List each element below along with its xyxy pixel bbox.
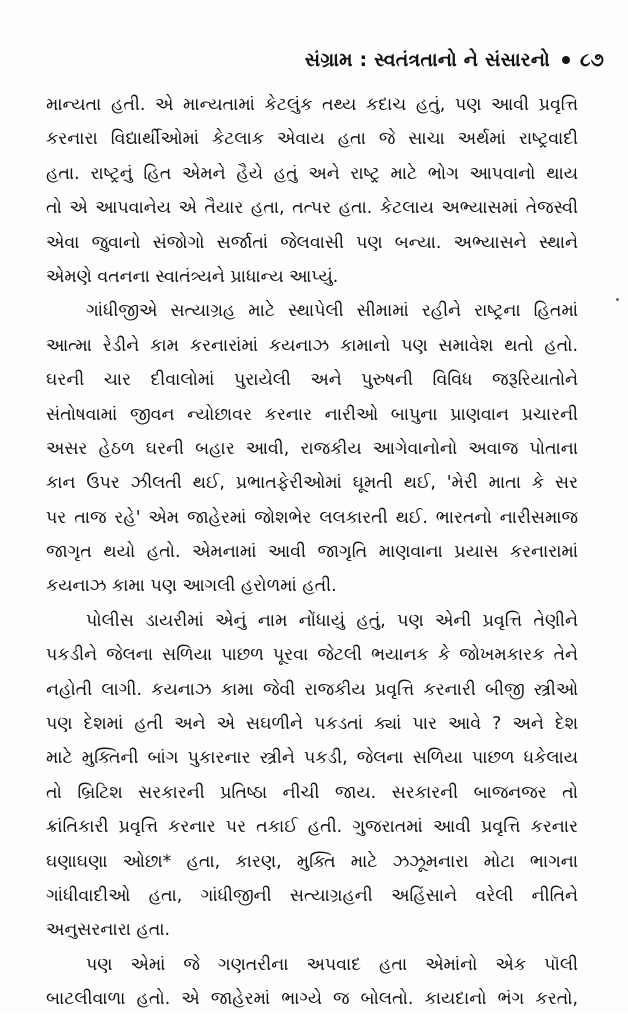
text-line: હતા. રાષ્ટ્રનું હિત એમને હૈયે હતું અને રાષ્ટ્ર માટે ભોગ આપવાનો થાય [46,163,578,184]
text-line: કયનાઝ કામા પણ આગલી હરોળમાં હતી. [46,576,337,597]
text-line: માન્યતા હતી. એ માન્યતામાં કેટલુંક તથ્ય કદાચ હતું, પણ આવી પ્રવૃત્તિ [46,95,578,115]
text-line: જાગૃત થયો હતો. એમનામાં આવી જાગૃતિ માણવાના પ્રયાસ કરનારામાં [46,542,578,563]
text-line: ગાંધીવાદીઓ હતા, ગાંધીજીની સત્યાગ્રહની અહિંસાને વરેલી નીતિને [46,885,578,906]
text-line: ગાંધીજીએ સત્યાગ્રહ માટે સ્થાપેલી સીમામાં રહીને રાષ્ટ્રના હિતમાં [86,301,578,322]
text-line: અસર હેઠળ ઘરની બહાર આવી, રાજકીય આગેવાનોનો અવાજ પોતાના [46,438,578,459]
text-line: નહોતી લાગી. કયનાઝ કામા જેવી રાજકીય પ્રવૃત્તિ કરનારી બીજી સ્ત્રીઓ [46,679,578,700]
text-line: પકડીને જેલના સળિયા પાછળ પૂરવા જેટલી ભયાનક કે જોખમકારક તેને [46,645,578,666]
text-line: પર તાજ રહે' એમ જાહેરમાં જોશભેર લલકારતી થઈ. ભારતનો નારીસમાજ [46,507,578,528]
text-line: પણ એમાં જે ગણતરીના અપવાદ હતા એમાંનો એક પૉલી [86,954,578,975]
text-line: અનુસરનારા હતા. [46,920,171,941]
body-text [46,88,578,1017]
text-line: એમણે વતનના સ્વાતંત્ર્યને પ્રાધાન્ય આપ્યું. [46,266,339,287]
text-line: સંતોષવામાં જીવન ન્યોછાવર કરનાર નારીઓ બાપુના પ્રાણવાન પ્રચારની [46,404,578,425]
text-line: કાન ઉપર ઝીલતી થઈ, પ્રભાતફેરીઓમાં ઘૂમતી થઈ, 'મેરી માતા કે સર [46,473,578,494]
running-title: સંગ્રામ : સ્વતંત્રતાનો ને સંસારનો [304,49,550,71]
text-line: માટે મુક્તિની બાંગ પુકારનાર સ્ત્રીને પકડી, જેલના સળિયા પાછળ ધકેલાય [46,748,578,769]
text-line: કરનારા વિદ્યાર્થીઓમાં કેટલાક એવાય હતા જે સાચા અર્થમાં રાષ્ટ્રવાદી [46,129,578,150]
text-line: આત્મા રેડીને કામ કરનારાંમાં કયનાઝ કામાનો પણ સમાવેશ થતો હતો. [46,335,578,356]
text-line: બાટલીવાળા હતો. એ જાહેરમાં ભાગ્યે જ બોલતો. કાયદાનો ભંગ કરતો, [46,989,578,1010]
margin-speck [616,298,619,301]
text-line: ઘણાઘણા ઓછા* હતા, કારણ, મુક્તિ માટે ઝઝૂમનારા મોટા ભાગના [46,851,578,872]
text-line: પોલીસ ડાયરીમાં એનું નામ નોંધાયું હતું, પણ એની પ્રવૃત્તિ તેણીને [86,610,578,631]
text-line: તો એ આપવાનેય એ તૈયાર હતા, તત્પર હતા. કેટલાય અભ્યાસમાં તેજસ્વી [46,198,578,219]
page-number: ૮૭ [579,49,604,71]
text-line: પણ દેશમાં હતી અને એ સઘળીને પકડતાં ક્યાં પાર આવે ? અને દેશ [46,714,578,735]
running-head [200,44,604,76]
text-line: ઘરની ચાર દીવાલોમાં પુરાયેલી અને પુરુષની વિવિધ જરૂરિયાતોને [46,370,578,391]
text-line: તો બ્રિટિશ સરકારની પ્રતિષ્ઠા નીચી જાય. સરકારની બાજનજર તો [46,782,578,803]
text-line: ક્રાંતિકારી પ્રવૃત્તિ કરનાર પર તકાઈ હતી. ગુજરાતમાં આવી પ્રવૃત્તિ કરનાર [46,817,578,838]
text-line: એવા જુવાનો સંજોગો સર્જાતાં જેલવાસી પણ બન્યા. અભ્યાસને સ્થાને [46,232,578,253]
bullet-separator [562,56,570,64]
